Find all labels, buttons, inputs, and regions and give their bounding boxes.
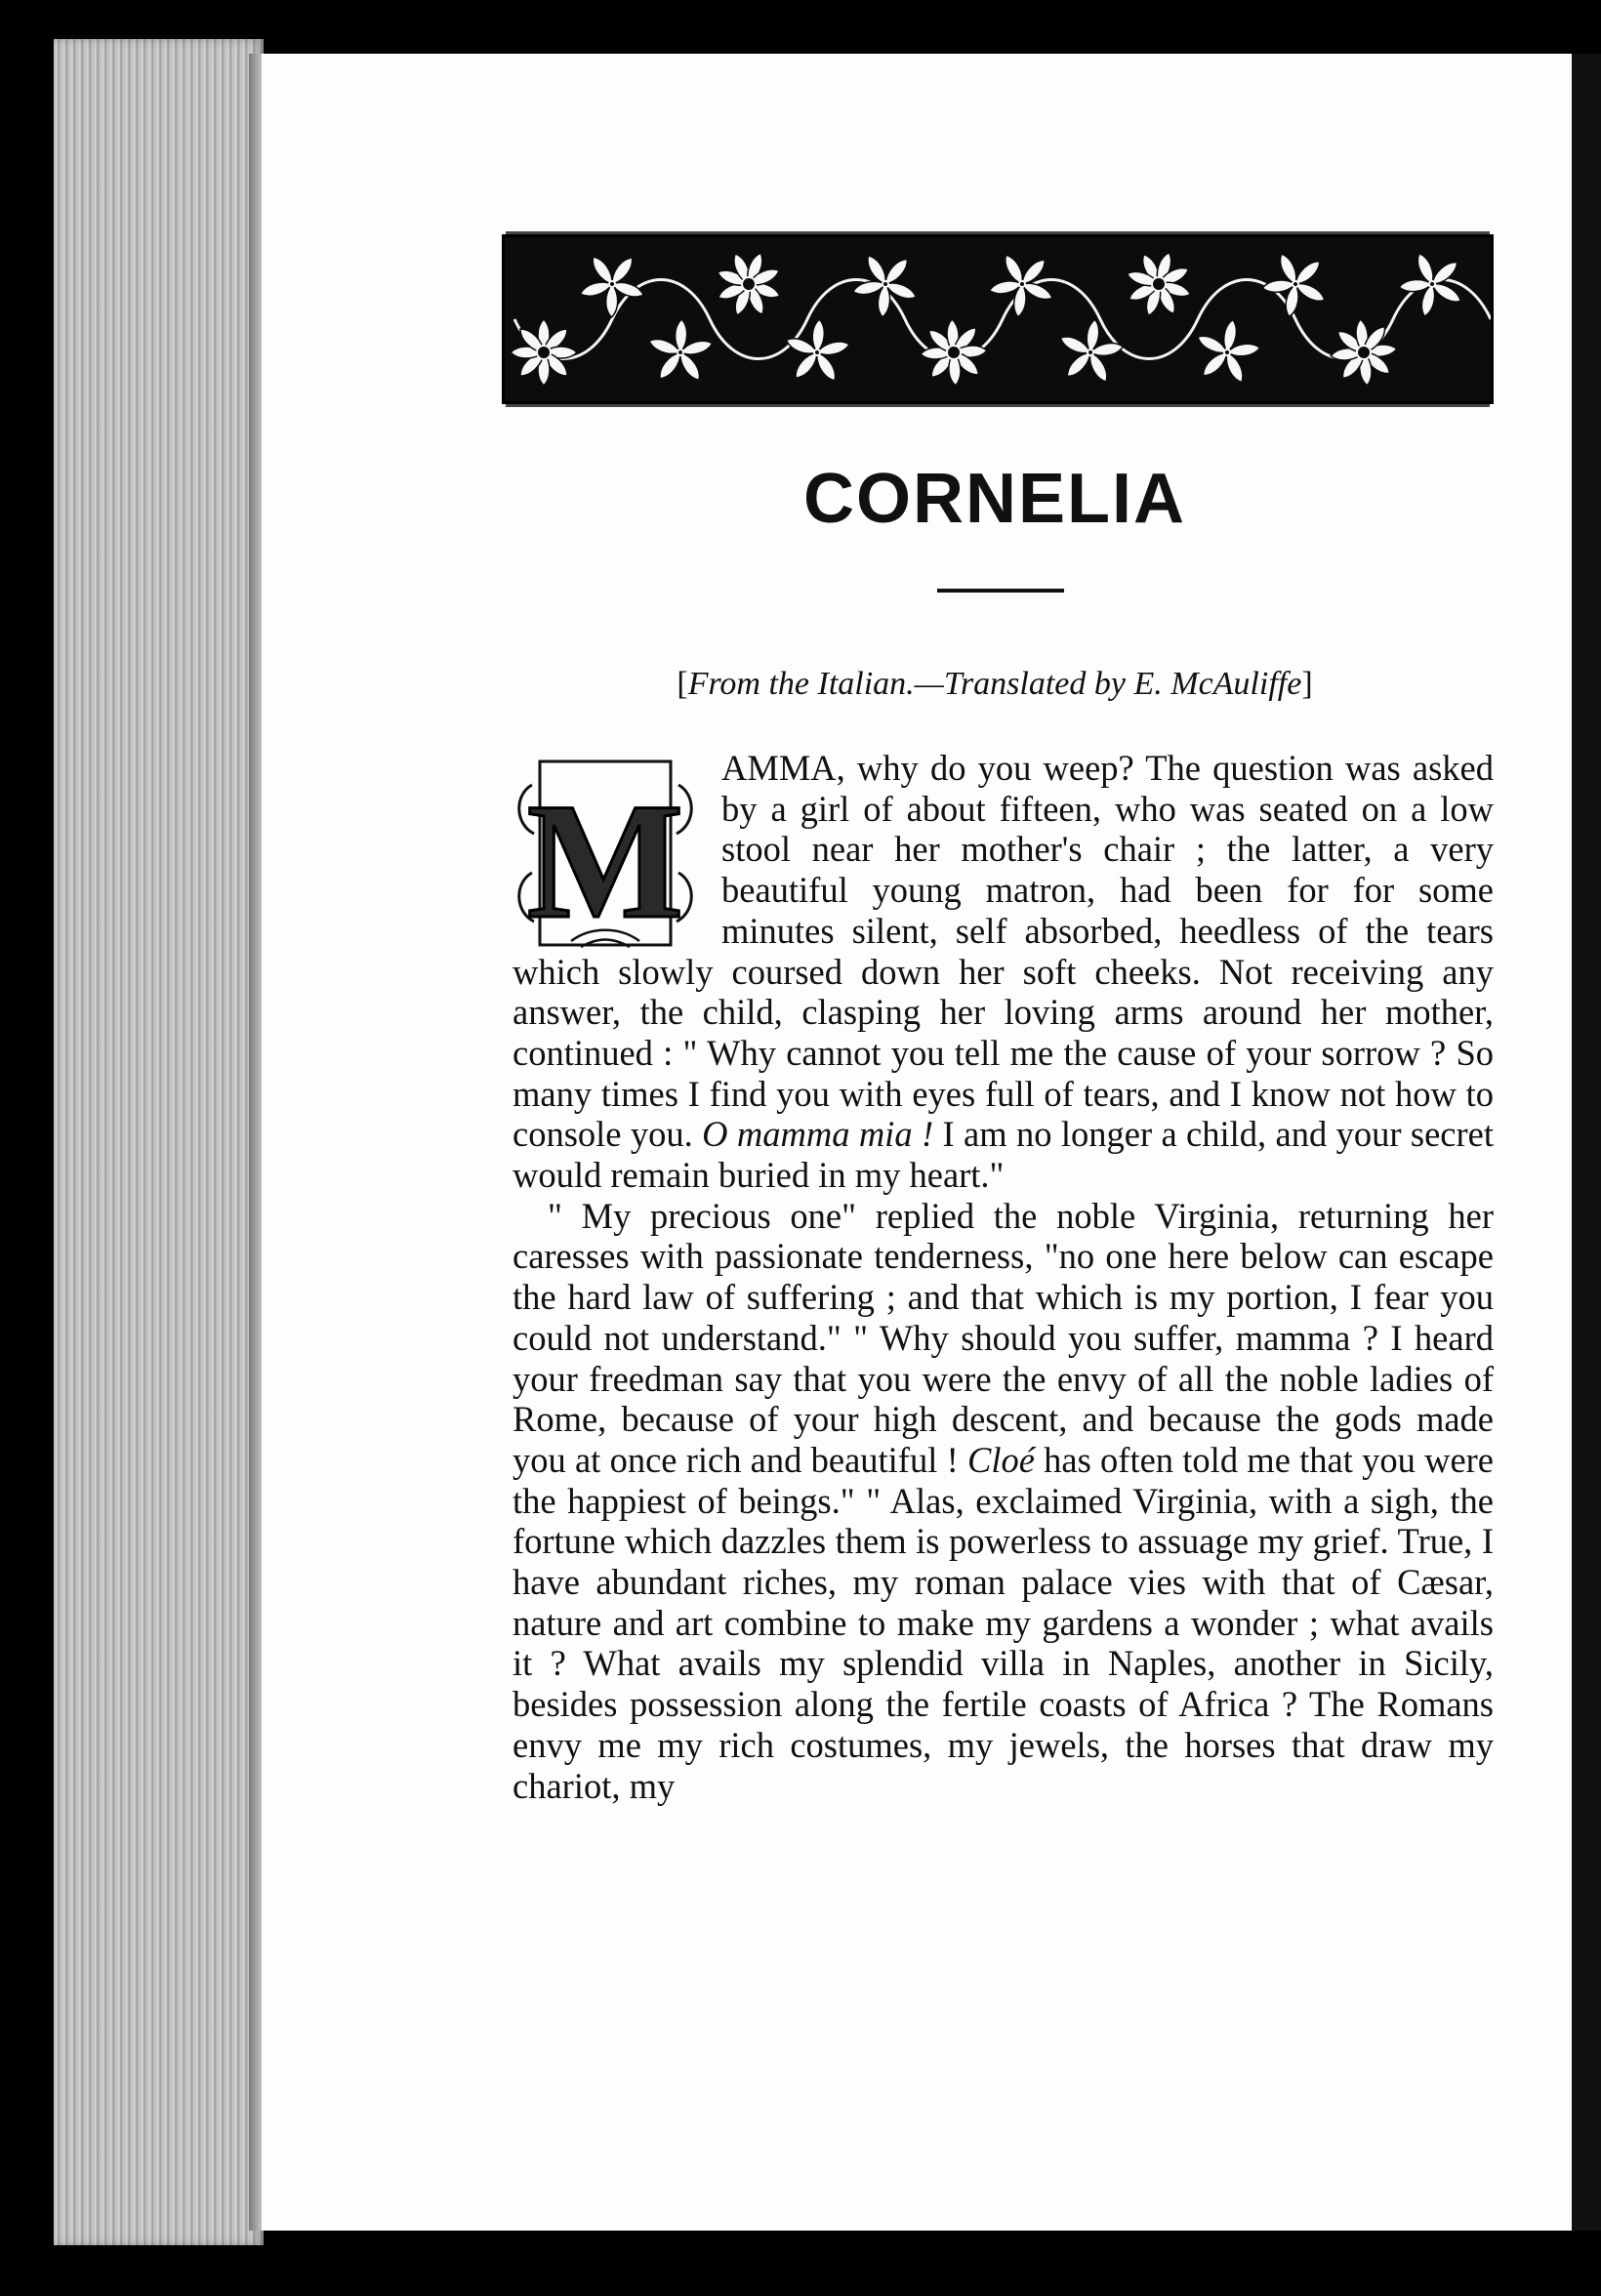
paragraph-2 bbox=[513, 1196, 1494, 1807]
passion-flower bbox=[907, 306, 1001, 399]
drop-cap-letter: M bbox=[526, 769, 684, 951]
ornate-letter-icon bbox=[513, 756, 698, 951]
leaf bbox=[983, 246, 1058, 324]
passion-flower bbox=[706, 241, 792, 327]
paragraph-lead-word: AMMA bbox=[721, 748, 837, 788]
credit-open-bracket: [ bbox=[677, 666, 688, 702]
facing-page-shadow bbox=[1572, 54, 1601, 2231]
paragraph-2-italic: Cloé bbox=[966, 1439, 1035, 1480]
leaf bbox=[642, 311, 721, 393]
passion-flower bbox=[511, 319, 577, 386]
paragraph-2-text-b: has often told me that you were the happiest of beings." " Alas, exclaimed Virginia, with a sigh, the fortune which dazzles them is powerless to assuage my grief. True, I have abundant riches, my roman palace vies with that of Cæsar, nature and art combine to make my gardens a wonder ; what avails it ? What avails my splendid villa in Naples, another in Sicily, besides possession along the fertile coasts of Africa ? The Romans envy me my rich costumes, my jewels, the horses that draw my chariot, my bbox=[513, 1439, 1494, 1806]
translation-credit bbox=[502, 666, 1488, 703]
passion-flower bbox=[1114, 239, 1203, 328]
paragraph-1-text-b: I am no longer a child, and your secret would remain buried in my heart." bbox=[513, 1114, 1495, 1196]
leaf bbox=[1046, 308, 1131, 395]
credit-text: From the Italian.—Translated by E. McAuliffe bbox=[687, 666, 1302, 702]
leaf bbox=[849, 251, 922, 320]
leaf bbox=[773, 309, 863, 398]
title-rule bbox=[937, 589, 1064, 593]
paragraph-1-text-a: , why do you weep? The question was asked by a girl of about fifteen, who was seated on a low stool near her mother's chair ; the latter, a very beautiful young matron, had been for for some minutes silent, self absorbed, heedless of the tears which slowly coursed down her soft cheeks. Not receiving any answer, the child, clasping her loving arms around her mother, continued : " Why cannot you tell me the cause of your sorrow ? So many times I find you with eyes full of tears, and I know not how to console you. bbox=[513, 748, 1494, 1155]
book-page-edges bbox=[54, 39, 264, 2245]
leaf bbox=[1389, 240, 1478, 330]
leaf bbox=[1189, 314, 1266, 389]
paragraph-1-italic: O mamma mia ! bbox=[702, 1114, 934, 1155]
floral-header-ornament bbox=[502, 234, 1494, 404]
credit-close-bracket: ] bbox=[1301, 666, 1313, 702]
floral-vine-icon bbox=[505, 237, 1491, 401]
page-title: CORNELIA bbox=[803, 460, 1186, 538]
drop-cap-ornament bbox=[513, 756, 698, 951]
article-body bbox=[513, 748, 1494, 1806]
paragraph-2-text-a: " My precious one" replied the noble Virginia, returning her caresses with passionate tenderness, "no one here below can escape the hard law of suffering ; and that which is my portion, I fear you could not understand." " Why should you suffer, mamma ? I heard your freedman say that you were the envy of all the noble ladies of Rome, because of your high descent, and because the gods made you at once rich and beautiful ! bbox=[513, 1195, 1494, 1480]
